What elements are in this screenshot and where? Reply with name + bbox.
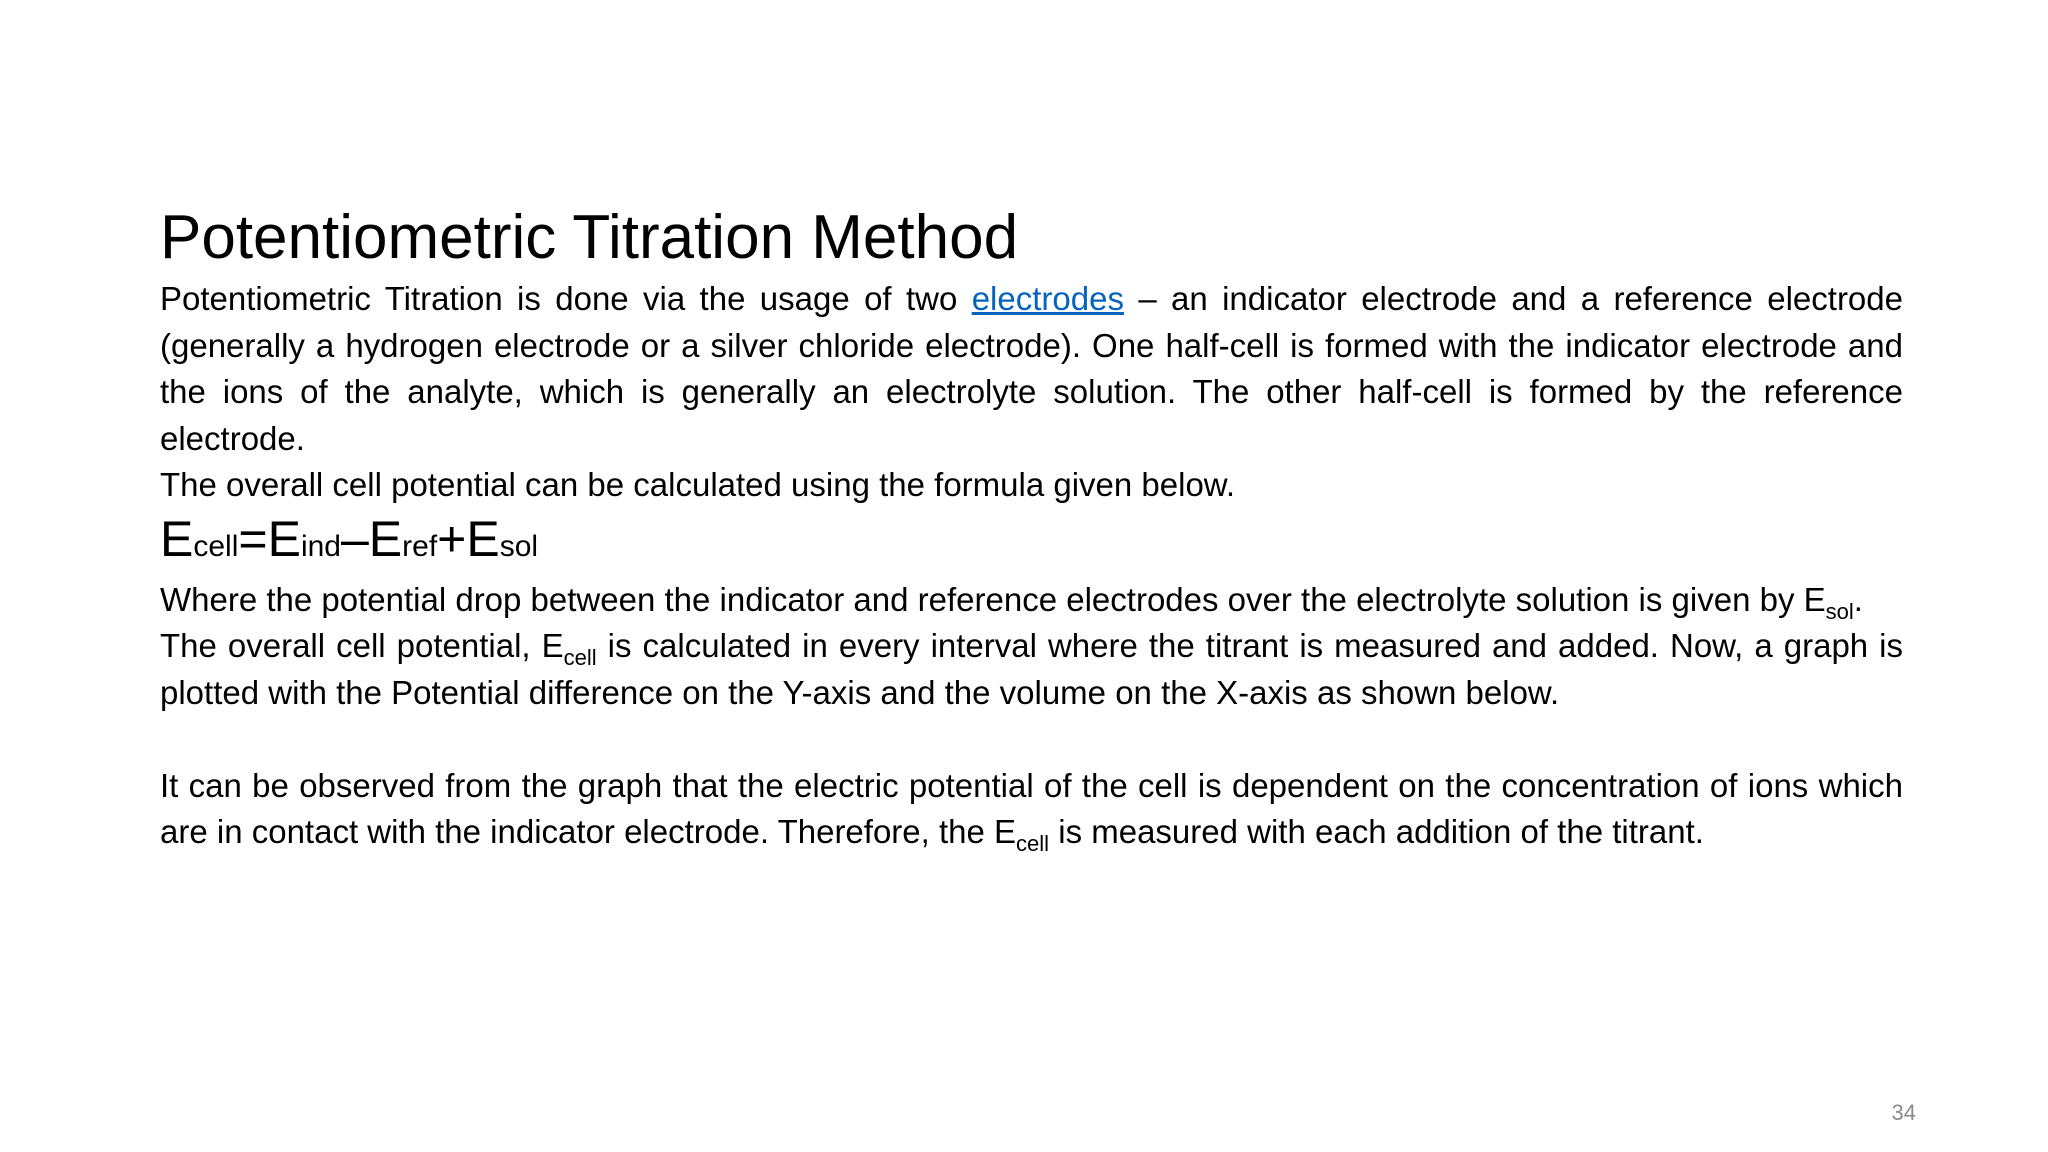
ecell-text-end: is calculated in every interval where the titrant is measured and added. Now, a graph is plotted with the Potential difference on the Y-axis and the volume on the X-axis as shown below.: [160, 627, 1904, 711]
page-number: 34: [1891, 1100, 1916, 1125]
paragraph-intro: [160, 276, 1903, 462]
formula-sub-ind: ind: [300, 529, 341, 563]
paragraph-spacer: [160, 716, 1903, 763]
paragraph-ecell: [160, 623, 1903, 716]
paragraph-esol: [160, 577, 1903, 624]
esol-subscript: sol: [1825, 598, 1854, 624]
conclusion-text-end: is measured with each addition of the titrant.: [1049, 813, 1704, 850]
formula-e-sol: E: [466, 510, 500, 567]
paragraph-conclusion: [160, 763, 1903, 856]
paragraph-formula-intro: The overall cell potential can be calculated using the formula given below.: [160, 466, 1235, 503]
formula-equals: =: [238, 510, 268, 567]
formula-sub-cell: cell: [193, 529, 239, 563]
esol-text: Where the potential drop between the indicator and reference electrodes over the electrolyte solution is given by E: [160, 580, 1826, 618]
ecell-text-start: The overall cell potential, E: [160, 627, 564, 664]
formula-e-ref: E: [368, 510, 403, 567]
formula-minus: –: [340, 510, 369, 567]
formula-plus: +: [437, 510, 467, 567]
slide-title: Potentiometric Titration Method: [160, 203, 1019, 272]
formula-sub-ref: ref: [402, 529, 438, 563]
intro-text-end: – an indicator electrode and a reference electrode (generally a hydrogen electrode or a silver chloride electrode). One half-cell is formed with the indicator electrode and the ions of the analyte, which is generally an electrolyte solution. The other half-cell is formed by the reference electrode.: [160, 280, 1903, 457]
formula-e-ind: E: [267, 510, 301, 567]
intro-text-start: Potentiometric Titration is done via the usage of two: [160, 280, 972, 317]
ecell-subscript: cell: [563, 645, 597, 670]
electrodes-link[interactable]: electrodes: [971, 280, 1124, 317]
slide-body: [160, 276, 1903, 856]
formula-sub-sol: sol: [499, 529, 539, 563]
conclusion-subscript: cell: [1016, 831, 1050, 856]
formula-e-cell: E: [160, 510, 194, 567]
conclusion-text-start: It can be observed from the graph that the electric potential of the cell is dependent on the concentration of ions which are in contact with the indicator electrode. Therefore, the E: [160, 766, 1903, 850]
cell-potential-formula: [160, 509, 1903, 577]
esol-period: .: [1853, 580, 1863, 618]
